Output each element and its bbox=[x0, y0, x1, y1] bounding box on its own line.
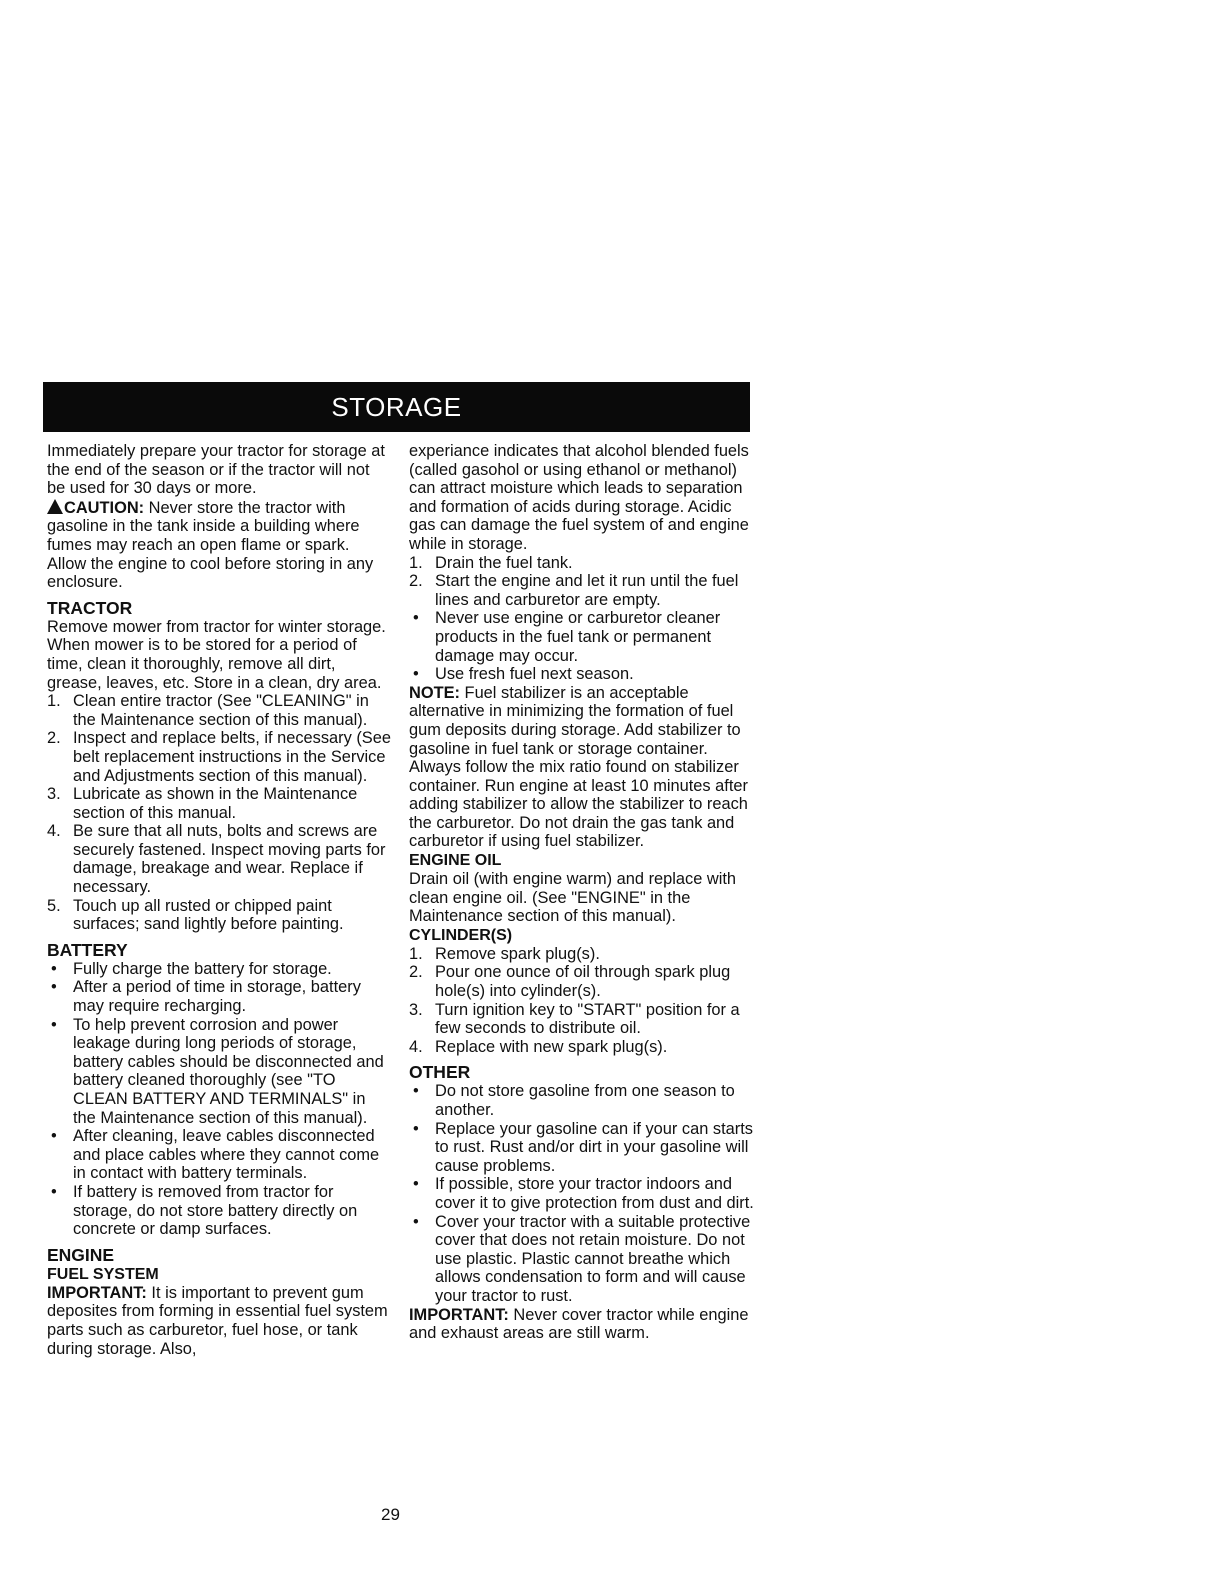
cylinder-steps-list bbox=[409, 945, 759, 1057]
engine-oil-paragraph: Drain oil (with engine warm) and replace with clean engine oil. (See "ENGINE" in the Maintenance section of this manual). bbox=[409, 870, 737, 926]
bullet-icon: • bbox=[51, 1127, 57, 1146]
fuel-system-heading: FUEL SYSTEM bbox=[47, 1265, 159, 1283]
list-item: • After a period of time in storage, battery may require recharging. bbox=[51, 978, 361, 1016]
other-list bbox=[409, 1082, 759, 1305]
bullet-icon: • bbox=[51, 959, 57, 978]
bullet-icon: • bbox=[413, 665, 419, 684]
caution-warning-icon bbox=[47, 499, 63, 514]
note-text: Fuel stabilizer is an acceptable alternative in minimizing the formation of fuel gum deposits during storage. Add stabilizer to gasoline in fuel tank or storage container. Always follow the mix ratio found on stabilizer container. Run engine at least 10 minutes after adding stabilizer to allow the stabilizer to reach the carburetor. Do not drain the gas tank and carburetor if using fuel stabilizer. bbox=[409, 683, 748, 851]
fuel-steps-list bbox=[409, 554, 759, 610]
list-item: • To help prevent corrosion and power leakage during long periods of storage, battery cables should be disconnected and battery cleaned thoroughly (see "TO CLEAN BATTERY AND TERMINALS" in the Maintenance section of this manual). bbox=[51, 1015, 384, 1127]
list-item: 5. Touch up all rusted or chipped paint surfaces; sand lightly before painting. bbox=[47, 896, 344, 934]
continued-paragraph: experiance indicates that alcohol blended fuels (called gasohol or using ethanol or methanol) can attract moisture which leads to separation and formation of acids during storage. Acidic gas can damage the fuel system of and engine while in storage. bbox=[409, 442, 749, 553]
list-item: • Use fresh fuel next season. bbox=[413, 665, 634, 684]
list-item: • If battery is removed from tractor for storage, do not store battery directly on concrete or damp surfaces. bbox=[51, 1182, 358, 1239]
important-label: IMPORTANT: bbox=[47, 1283, 147, 1302]
caution-paragraph bbox=[47, 498, 392, 592]
important-warning-paragraph bbox=[409, 1306, 759, 1343]
important-label: IMPORTANT: bbox=[409, 1305, 509, 1324]
list-item: 1. Remove spark plug(s). bbox=[409, 944, 600, 963]
bullet-icon: • bbox=[51, 978, 57, 997]
battery-heading: BATTERY bbox=[47, 939, 128, 960]
note-paragraph bbox=[409, 684, 759, 851]
list-item: 3. Turn ignition key to "START" position for a few seconds to distribute oil. bbox=[409, 1000, 740, 1038]
engine-heading: ENGINE bbox=[47, 1244, 115, 1265]
list-item: 1. Clean entire tractor (See "CLEANING" in the Maintenance section of this manual). bbox=[47, 692, 369, 729]
intro-paragraph: Immediately prepare your tractor for storage at the end of the season or if the tractor will not be used for 30 days or more. bbox=[47, 442, 385, 498]
caution-text: Never store the tractor with gasoline in the tank inside a building where fumes may reach an open flame or spark. Allow the engine to cool before storing in any enclosure. bbox=[47, 498, 374, 592]
bullet-icon: • bbox=[51, 1182, 57, 1201]
list-item: • After cleaning, leave cables disconnected and place cables where they cannot come in contact with battery terminals. bbox=[51, 1127, 380, 1183]
important-text: It is important to prevent gum deposites from forming in essential fuel system parts such as carburetor, fuel hose, or tank during storage. Also, bbox=[47, 1283, 388, 1358]
list-item: 2. Start the engine and let it run until the fuel lines and carburetor are empty. bbox=[409, 572, 739, 609]
bullet-icon: • bbox=[51, 1015, 57, 1034]
list-item: • Replace your gasoline can if your can starts to rust. Rust and/or dirt in your gasoline will cause problems. bbox=[413, 1119, 753, 1175]
tractor-heading: TRACTOR bbox=[47, 597, 133, 618]
list-item: • Never use engine or carburetor cleaner products in the fuel tank or permanent damage may occur. bbox=[413, 609, 721, 665]
page-number: 29 bbox=[381, 1505, 400, 1524]
list-item: 2. Pour one ounce of oil through spark plug hole(s) into cylinder(s). bbox=[409, 963, 731, 1001]
other-heading: OTHER bbox=[409, 1062, 471, 1083]
list-item: • Do not store gasoline from one season to another. bbox=[413, 1082, 735, 1119]
cylinders-heading: CYLINDER(S) bbox=[409, 926, 513, 944]
list-item: • Cover your tractor with a suitable protective cover that does not retain moisture. Do not use plastic. Plastic cannot breathe which allows condensation to form and will cause your tractor to rust. bbox=[413, 1212, 751, 1305]
important-paragraph bbox=[47, 1284, 392, 1358]
left-column bbox=[47, 442, 392, 1358]
bullet-icon: • bbox=[413, 609, 419, 628]
list-item: 4. Replace with new spark plug(s). bbox=[409, 1037, 668, 1056]
fuel-bullets-list bbox=[409, 609, 759, 683]
bullet-icon: • bbox=[413, 1212, 419, 1231]
list-item: 4. Be sure that all nuts, bolts and screws are securely fastened. Inspect moving parts for damage, breakage and wear. Replace if necessary. bbox=[47, 822, 386, 897]
list-item: • If possible, store your tractor indoors and cover it to give protection from dust and dirt. bbox=[413, 1175, 754, 1212]
engine-oil-heading: ENGINE OIL bbox=[409, 852, 502, 870]
list-item: 1. Drain the fuel tank. bbox=[409, 553, 573, 572]
tractor-paragraph: Remove mower from tractor for winter storage. When mower is to be stored for a period of time, clean it thoroughly, remove all dirt, grease, leaves, etc. Store in a clean, dry area. bbox=[47, 617, 386, 692]
bullet-icon: • bbox=[413, 1119, 419, 1138]
list-item: 3. Lubricate as shown in the Maintenance section of this manual. bbox=[47, 785, 358, 822]
important-text: Never cover tractor while engine and exhaust areas are still warm. bbox=[409, 1305, 749, 1343]
section-banner: STORAGE bbox=[43, 382, 750, 432]
battery-list bbox=[47, 960, 392, 1239]
list-item: • Fully charge the battery for storage. bbox=[51, 959, 332, 978]
bullet-icon: • bbox=[413, 1082, 419, 1101]
note-label: NOTE: bbox=[409, 683, 460, 702]
tractor-steps-list bbox=[47, 692, 392, 934]
bullet-icon: • bbox=[413, 1175, 419, 1194]
list-item: 2. Inspect and replace belts, if necessary (See belt replacement instructions in the Service and Adjustments section of this manual). bbox=[47, 729, 391, 785]
caution-label: CAUTION: bbox=[64, 498, 145, 517]
right-column bbox=[409, 442, 759, 1343]
